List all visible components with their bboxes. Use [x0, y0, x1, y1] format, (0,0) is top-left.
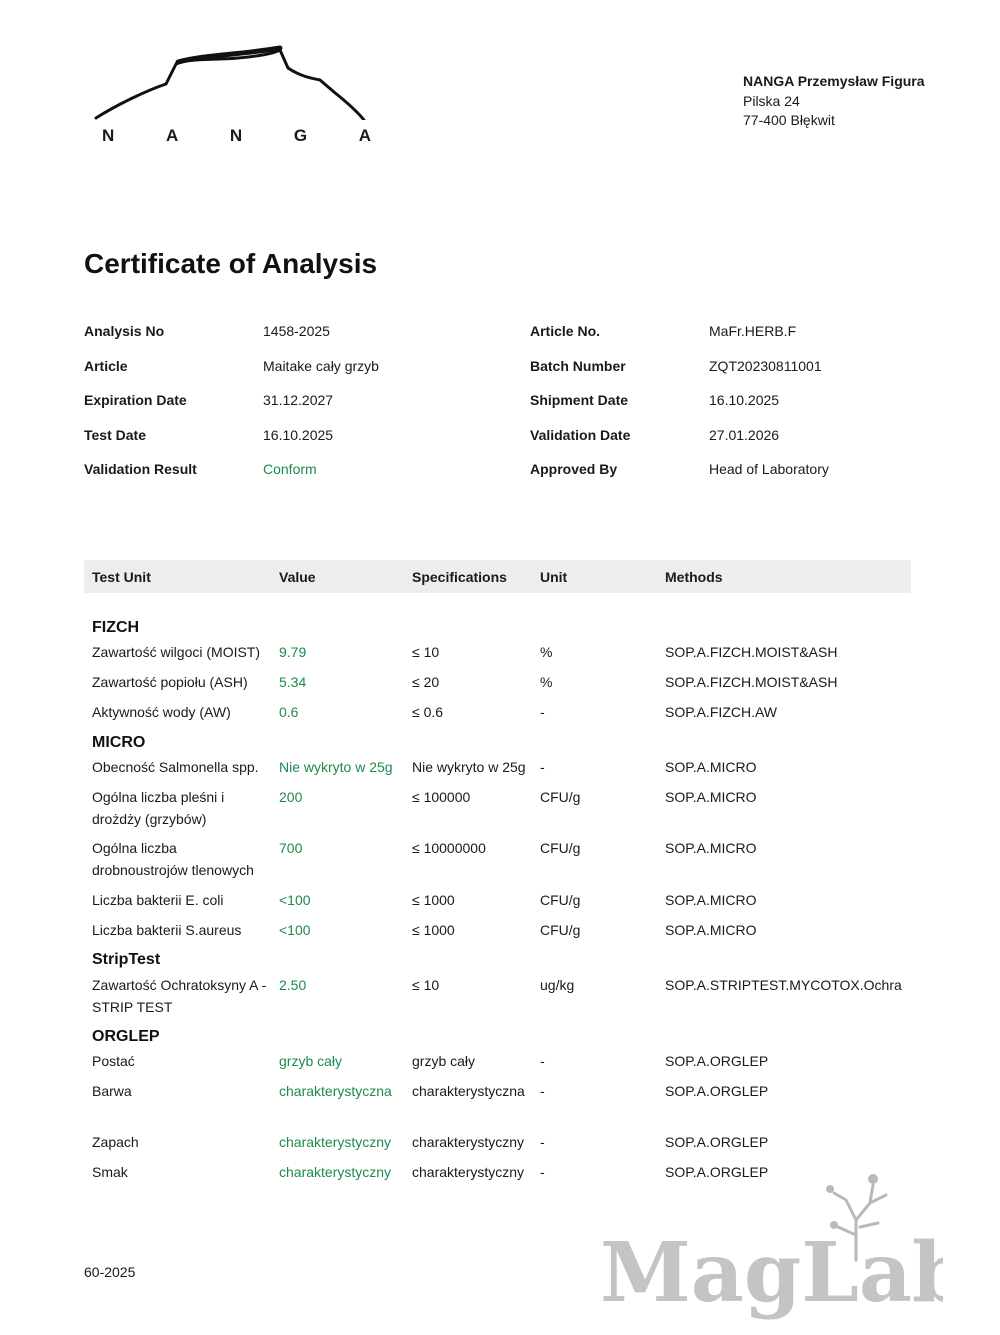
company-name: NANGA Przemysław Figura [743, 73, 925, 89]
test-unit: ug/kg [540, 977, 575, 993]
validation-result: Conform [263, 461, 317, 477]
meta-value: MaFr.HERB.F [709, 323, 797, 339]
test-method: SOP.A.ORGLEP [665, 1083, 769, 1099]
meta-label: Analysis No [84, 323, 165, 339]
meta-row [530, 427, 829, 462]
meta-row [530, 392, 829, 427]
test-spec: charakterystyczny [412, 1164, 525, 1180]
meta-row [84, 427, 379, 462]
section-title: MICRO [92, 734, 146, 751]
test-spec: ≤ 1000 [412, 892, 455, 908]
test-unit: % [540, 644, 553, 660]
test-method: SOP.A.ORGLEP [665, 1134, 769, 1150]
test-method: SOP.A.MICRO [665, 922, 757, 938]
test-spec: grzyb cały [412, 1053, 476, 1069]
test-unit: - [540, 759, 545, 775]
meta-value: 1458-2025 [263, 323, 330, 339]
test-spec: charakterystyczny [412, 1134, 525, 1150]
logo-letter: G [293, 126, 309, 145]
test-spec: charakterystyczna [412, 1083, 525, 1099]
logo-letter: N [102, 126, 116, 145]
test-name: Zawartość wilgoci (MOIST) [92, 644, 261, 660]
section-title: ORGLEP [92, 1028, 160, 1045]
meta-value: Maitake cały grzyb [263, 357, 379, 374]
meta-value: 31.12.2027 [263, 392, 334, 408]
test-name: Zapach [92, 1134, 139, 1150]
test-spec: ≤ 10000000 [412, 840, 486, 856]
meta-label: Validation Date [530, 426, 631, 443]
test-spec: ≤ 100000 [412, 789, 471, 805]
test-spec: ≤ 20 [412, 674, 440, 690]
meta-row [84, 461, 379, 496]
document-code: 60-2025 [84, 1264, 136, 1280]
meta-label: Batch Number [530, 357, 626, 374]
company-city: 77-400 Błękwit [743, 112, 835, 128]
meta-label: Shipment Date [530, 392, 629, 408]
test-value: 2.50 [279, 977, 307, 993]
test-unit: - [540, 704, 545, 720]
meta-row [84, 323, 379, 358]
maglab-watermark [598, 1165, 943, 1330]
test-unit: - [540, 1164, 545, 1180]
meta-label: Validation Result [84, 461, 197, 477]
test-name: Liczba bakterii S.aureus [92, 922, 242, 938]
test-value: 0.6 [279, 704, 299, 720]
meta-row [84, 392, 379, 427]
test-unit: % [540, 674, 553, 690]
test-method: SOP.A.MICRO [665, 892, 757, 908]
test-name: Smak [92, 1164, 128, 1180]
meta-left [84, 323, 379, 496]
test-method: SOP.A.ORGLEP [665, 1164, 769, 1180]
test-unit: CFU/g [540, 840, 581, 856]
test-unit: - [540, 1083, 545, 1099]
test-unit: - [540, 1053, 545, 1069]
column-header: Methods [665, 569, 723, 585]
meta-label: Article [84, 357, 128, 374]
test-name: Aktywność wody (AW) [92, 704, 231, 720]
test-value: charakterystyczny [279, 1164, 392, 1180]
meta-value: 27.01.2026 [709, 426, 780, 443]
test-unit: CFU/g [540, 922, 581, 938]
test-name: Ogólna liczba drobnoustrojów tlenowych [92, 840, 254, 878]
test-name: Obecność Salmonella spp. [92, 759, 259, 775]
meta-label: Expiration Date [84, 392, 187, 408]
test-value: 200 [279, 789, 303, 805]
maglab-watermark-icon [598, 1165, 943, 1330]
meta-row [530, 323, 829, 358]
test-spec: ≤ 10 [412, 977, 440, 993]
meta-row [84, 358, 379, 393]
test-name: Postać [92, 1053, 135, 1069]
company-address [743, 72, 925, 131]
test-value: charakterystyczna [279, 1083, 392, 1099]
meta-value: 16.10.2025 [263, 426, 334, 443]
test-name: Ogólna liczba pleśni i drożdży (grzybów) [92, 789, 225, 827]
test-name: Barwa [92, 1083, 132, 1099]
logo-letter: N [229, 126, 244, 145]
test-value: charakterystyczny [279, 1134, 392, 1150]
section-title: StripTest [92, 951, 161, 968]
meta-label: Approved By [530, 461, 618, 477]
meta-value: 16.10.2025 [709, 392, 780, 408]
test-method: SOP.A.MICRO [665, 840, 757, 856]
test-value: <100 [279, 922, 311, 938]
section-title: FIZCH [92, 619, 140, 636]
column-header: Test Unit [92, 569, 151, 585]
company-logo [88, 40, 378, 150]
meta-right [530, 323, 829, 496]
test-spec: ≤ 1000 [412, 922, 455, 938]
test-method: SOP.A.FIZCH.AW [665, 704, 778, 720]
page-title: Certificate of Analysis [84, 248, 378, 279]
test-value: <100 [279, 892, 311, 908]
watermark-text: MagLab [600, 1225, 943, 1321]
meta-value: ZQT20230811001 [709, 357, 822, 374]
test-unit: - [540, 1134, 545, 1150]
meta-value: Head of Laboratory [709, 461, 829, 477]
test-unit: CFU/g [540, 789, 581, 805]
test-value: 9.79 [279, 644, 307, 660]
test-value: 700 [279, 840, 303, 856]
meta-row [530, 461, 829, 496]
test-name: Zawartość Ochratoksyny A - STRIP TEST [92, 977, 267, 1015]
test-method: SOP.A.MICRO [665, 759, 757, 775]
test-spec: Nie wykryto w 25g [412, 759, 526, 775]
meta-label: Test Date [84, 426, 146, 443]
logo-letter: A [358, 126, 372, 145]
mountain-logo-icon [88, 40, 378, 120]
meta-row [530, 358, 829, 393]
column-header: Unit [540, 569, 568, 585]
test-value: Nie wykryto w 25g [279, 759, 393, 775]
test-value: 5.34 [279, 674, 307, 690]
test-method: SOP.A.ORGLEP [665, 1053, 769, 1069]
meta-label: Article No. [530, 323, 601, 339]
test-spec: ≤ 0.6 [412, 704, 444, 720]
test-name: Liczba bakterii E. coli [92, 892, 224, 908]
test-method: SOP.A.FIZCH.MOIST&ASH [665, 674, 838, 690]
logo-letter: A [165, 126, 180, 145]
results-table-header [84, 560, 911, 593]
test-unit: CFU/g [540, 892, 581, 908]
test-value: grzyb cały [279, 1053, 343, 1069]
column-header: Value [279, 569, 316, 585]
test-name: Zawartość popiołu (ASH) [92, 674, 248, 690]
test-method: SOP.A.STRIPTEST.MYCOTOX.Ochra [665, 977, 902, 993]
test-spec: ≤ 10 [412, 644, 440, 660]
test-method: SOP.A.MICRO [665, 789, 757, 805]
test-method: SOP.A.FIZCH.MOIST&ASH [665, 644, 838, 660]
company-street: Pilska 24 [743, 92, 800, 109]
column-header: Specifications [412, 569, 507, 585]
